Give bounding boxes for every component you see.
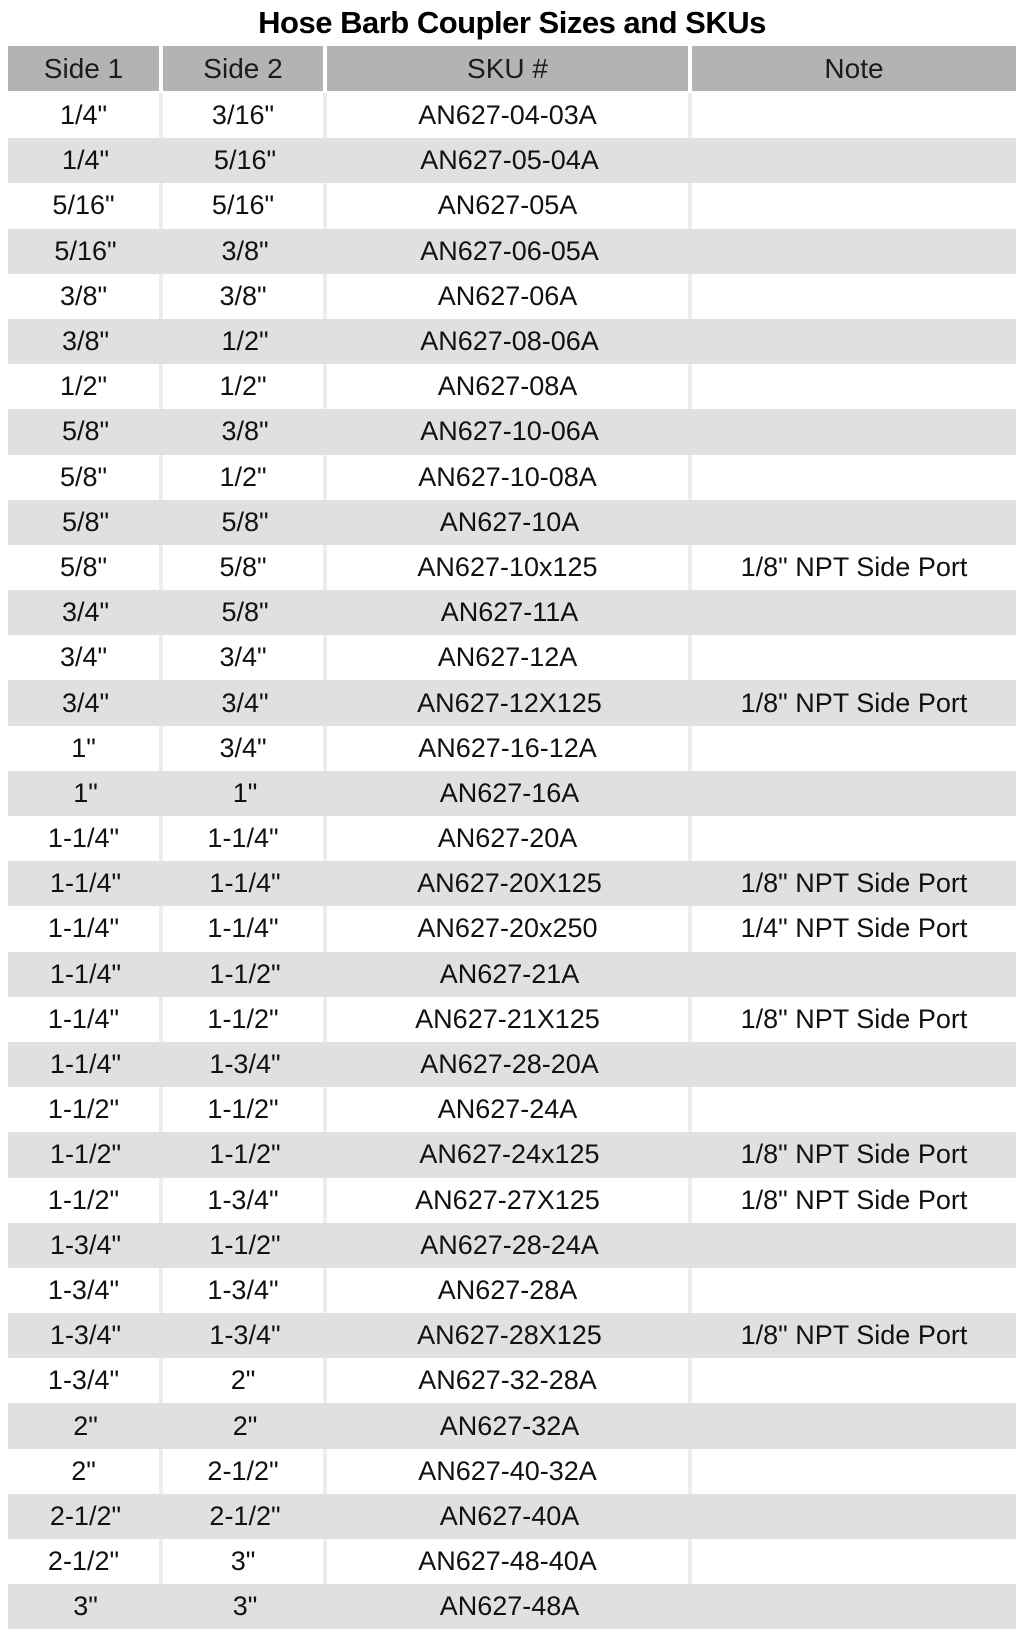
table-row <box>8 1584 1016 1629</box>
page-title: Hose Barb Coupler Sizes and SKUs <box>258 5 766 40</box>
column-header-side1: Side 1 <box>8 46 163 91</box>
cell-sku: AN627-21X125 <box>327 997 692 1042</box>
cell-sku: AN627-08-06A <box>420 326 599 357</box>
cell-note <box>692 1494 1016 1539</box>
cell-note <box>692 816 1016 861</box>
column-header-side2: Side 2 <box>163 46 327 91</box>
table-row <box>8 409 1016 454</box>
cell-sku: AN627-27X125 <box>327 1178 692 1223</box>
cell-note <box>692 93 1016 138</box>
cell-side2: 3/4" <box>163 635 327 680</box>
cell-sku: AN627-28-24A <box>420 1229 599 1260</box>
cell-side1: 5/8" <box>61 416 110 447</box>
cell-side1: 1-1/4" <box>8 997 163 1042</box>
table-header-row <box>8 46 1016 93</box>
cell-side2: 1-3/4" <box>209 1049 281 1080</box>
table-row <box>8 138 1016 183</box>
table-row <box>8 364 1016 409</box>
cell-side1: 1-1/2" <box>49 1139 122 1170</box>
cell-side2: 1-3/4" <box>209 1320 281 1351</box>
cell-side2: 1-1/4" <box>209 868 281 899</box>
cell-sku: AN627-10-08A <box>327 455 692 500</box>
cell-side2: 2" <box>232 1410 258 1441</box>
table-row <box>8 455 1016 500</box>
cell-side2: 2-1/2" <box>163 1449 327 1494</box>
table-row <box>8 1132 1016 1177</box>
cell-sku: AN627-20A <box>327 816 692 861</box>
table-row <box>8 545 1016 590</box>
table-row <box>8 1087 1016 1132</box>
cell-side2: 1-1/2" <box>163 997 327 1042</box>
cell-side1: 1/2" <box>8 364 163 409</box>
table-row <box>8 906 1016 951</box>
table-row <box>8 1313 1016 1358</box>
cell-sku: AN627-24x125 <box>419 1139 600 1170</box>
cell-side2: 1/2" <box>163 455 327 500</box>
table-row <box>8 590 1016 635</box>
cell-note <box>692 183 1016 228</box>
cell-note <box>692 1358 1016 1403</box>
cell-side2: 1-1/4" <box>163 816 327 861</box>
cell-note: 1/8" NPT Side Port <box>740 1139 968 1170</box>
cell-sku: AN627-20X125 <box>417 868 602 899</box>
cell-sku: AN627-16A <box>439 777 580 808</box>
cell-side2: 1-1/2" <box>209 958 281 989</box>
cell-note <box>692 1042 1016 1087</box>
cell-side1: 3/8" <box>8 274 163 319</box>
cell-side1: 1-3/4" <box>49 1229 122 1260</box>
table-row <box>8 1403 1016 1448</box>
cell-side2: 5/8" <box>221 506 269 537</box>
cell-note <box>692 1087 1016 1132</box>
cell-sku: AN627-04-03A <box>327 93 692 138</box>
table-row <box>8 1358 1016 1403</box>
cell-sku: AN627-16-12A <box>327 726 692 771</box>
table-row <box>8 1223 1016 1268</box>
cell-side2: 3/8" <box>163 274 327 319</box>
cell-sku: AN627-06A <box>327 274 692 319</box>
cell-note <box>692 229 1016 274</box>
cell-side1: 3" <box>73 1591 98 1622</box>
cell-sku: AN627-10A <box>439 506 580 537</box>
cell-side2: 3/8" <box>221 235 269 266</box>
cell-side1: 2-1/2" <box>49 1500 122 1531</box>
cell-side1: 1-1/4" <box>8 906 163 951</box>
cell-side1: 1/4" <box>61 145 110 176</box>
cell-note: 1/8" NPT Side Port <box>740 868 968 899</box>
cell-sku: AN627-12X125 <box>417 687 602 718</box>
cell-sku: AN627-12A <box>327 635 692 680</box>
cell-side2: 3" <box>163 1539 327 1584</box>
cell-sku: AN627-08A <box>327 364 692 409</box>
column-header-sku: SKU # <box>327 46 692 91</box>
cell-sku: AN627-05A <box>327 183 692 228</box>
cell-side2: 1/2" <box>221 326 269 357</box>
cell-side1: 3/4" <box>61 687 110 718</box>
table-row <box>8 680 1016 725</box>
cell-side1: 1" <box>73 777 98 808</box>
cell-sku: AN627-05-04A <box>420 145 599 176</box>
cell-sku: AN627-28X125 <box>417 1320 602 1351</box>
cell-sku: AN627-10-06A <box>420 416 599 447</box>
cell-side1: 5/8" <box>8 455 163 500</box>
table-row <box>8 952 1016 997</box>
cell-sku: AN627-48-40A <box>327 1539 692 1584</box>
cell-note: 1/8" NPT Side Port <box>740 1320 968 1351</box>
cell-side1: 1-1/4" <box>8 816 163 861</box>
cell-sku: AN627-28A <box>327 1268 692 1313</box>
cell-note <box>692 635 1016 680</box>
cell-side2: 5/16" <box>163 183 327 228</box>
table-row <box>8 861 1016 906</box>
cell-note <box>692 455 1016 500</box>
cell-sku: AN627-32A <box>439 1410 580 1441</box>
cell-side2: 3/4" <box>163 726 327 771</box>
cell-note <box>692 138 1016 183</box>
cell-side2: 1-1/2" <box>163 1087 327 1132</box>
cell-note <box>692 1584 1016 1629</box>
cell-side2: 3" <box>232 1591 258 1622</box>
cell-sku: AN627-40-32A <box>327 1449 692 1494</box>
table-row <box>8 771 1016 816</box>
cell-side2: 1-1/4" <box>163 906 327 951</box>
table-row <box>8 183 1016 228</box>
cell-side2: 2-1/2" <box>209 1500 281 1531</box>
cell-side1: 2-1/2" <box>8 1539 163 1584</box>
table-row <box>8 274 1016 319</box>
cell-side2: 3/4" <box>221 687 269 718</box>
cell-sku: AN627-21A <box>439 958 580 989</box>
cell-note <box>692 590 1016 635</box>
cell-side2: 2" <box>163 1358 327 1403</box>
cell-side1: 1-3/4" <box>8 1268 163 1313</box>
cell-note <box>692 771 1016 816</box>
cell-side1: 1-1/4" <box>49 868 122 899</box>
cell-sku: AN627-28-20A <box>420 1049 599 1080</box>
table-row <box>8 1268 1016 1313</box>
cell-side2: 1-1/2" <box>209 1229 281 1260</box>
table-row <box>8 816 1016 861</box>
cell-note: 1/4" NPT Side Port <box>740 913 968 944</box>
cell-note <box>692 319 1016 364</box>
cell-side2: 5/8" <box>163 545 327 590</box>
column-header-note: Note <box>824 52 884 84</box>
table-row <box>8 229 1016 274</box>
cell-side1: 3/8" <box>61 326 110 357</box>
cell-side1: 1-1/4" <box>49 958 122 989</box>
cell-side2: 1-3/4" <box>163 1178 327 1223</box>
table-row <box>8 1178 1016 1223</box>
cell-side2: 3/16" <box>163 93 327 138</box>
table-row <box>8 1042 1016 1087</box>
cell-side1: 1-1/4" <box>49 1049 122 1080</box>
cell-side1: 1" <box>8 726 163 771</box>
cell-note <box>692 500 1016 545</box>
cell-sku: AN627-20x250 <box>327 906 692 951</box>
cell-note: 1/8" NPT Side Port <box>740 1003 968 1034</box>
table-body <box>8 93 1016 1629</box>
cell-side2: 1-1/2" <box>209 1139 281 1170</box>
table-row <box>8 93 1016 138</box>
cell-side1: 1-3/4" <box>49 1320 122 1351</box>
cell-sku: AN627-11A <box>440 597 579 628</box>
cell-note: 1/8" NPT Side Port <box>740 551 968 582</box>
table-row <box>8 997 1016 1042</box>
cell-note <box>692 1223 1016 1268</box>
cell-note <box>692 726 1016 771</box>
cell-side1: 1-1/2" <box>8 1087 163 1132</box>
table-row <box>8 726 1016 771</box>
cell-sku: AN627-32-28A <box>327 1358 692 1403</box>
cell-side1: 1-3/4" <box>8 1358 163 1403</box>
cell-note: 1/8" NPT Side Port <box>740 1184 968 1215</box>
cell-sku: AN627-10x125 <box>327 545 692 590</box>
cell-note <box>692 952 1016 997</box>
cell-side1: 1/4" <box>8 93 163 138</box>
cell-side1: 5/8" <box>61 506 110 537</box>
cell-side1: 5/8" <box>8 545 163 590</box>
cell-note <box>692 1539 1016 1584</box>
cell-note <box>692 274 1016 319</box>
table-row <box>8 500 1016 545</box>
hose-barb-coupler-table <box>8 46 1016 1629</box>
cell-side1: 2" <box>73 1410 98 1441</box>
cell-note <box>692 364 1016 409</box>
table-row <box>8 1494 1016 1539</box>
cell-note <box>692 1449 1016 1494</box>
cell-side2: 1/2" <box>163 364 327 409</box>
cell-sku: AN627-40A <box>439 1500 580 1531</box>
table-row <box>8 1449 1016 1494</box>
cell-side1: 3/4" <box>8 635 163 680</box>
cell-note <box>692 409 1016 454</box>
cell-side1: 1-1/2" <box>8 1178 163 1223</box>
cell-side1: 2" <box>8 1449 163 1494</box>
cell-sku: AN627-06-05A <box>420 235 599 266</box>
cell-sku: AN627-24A <box>327 1087 692 1132</box>
cell-side2: 1-3/4" <box>163 1268 327 1313</box>
cell-side2: 5/8" <box>221 597 269 628</box>
cell-note <box>692 1268 1016 1313</box>
cell-side2: 5/16" <box>213 145 277 176</box>
cell-sku: AN627-48A <box>439 1591 580 1622</box>
table-row <box>8 1539 1016 1584</box>
table-row <box>8 635 1016 680</box>
cell-note <box>692 1403 1016 1448</box>
cell-side2: 1" <box>232 777 258 808</box>
cell-note: 1/8" NPT Side Port <box>740 687 968 718</box>
cell-side1: 3/4" <box>61 597 110 628</box>
cell-side1: 5/16" <box>8 183 163 228</box>
cell-side2: 3/8" <box>221 416 269 447</box>
cell-side1: 5/16" <box>54 235 117 266</box>
table-row <box>8 319 1016 364</box>
